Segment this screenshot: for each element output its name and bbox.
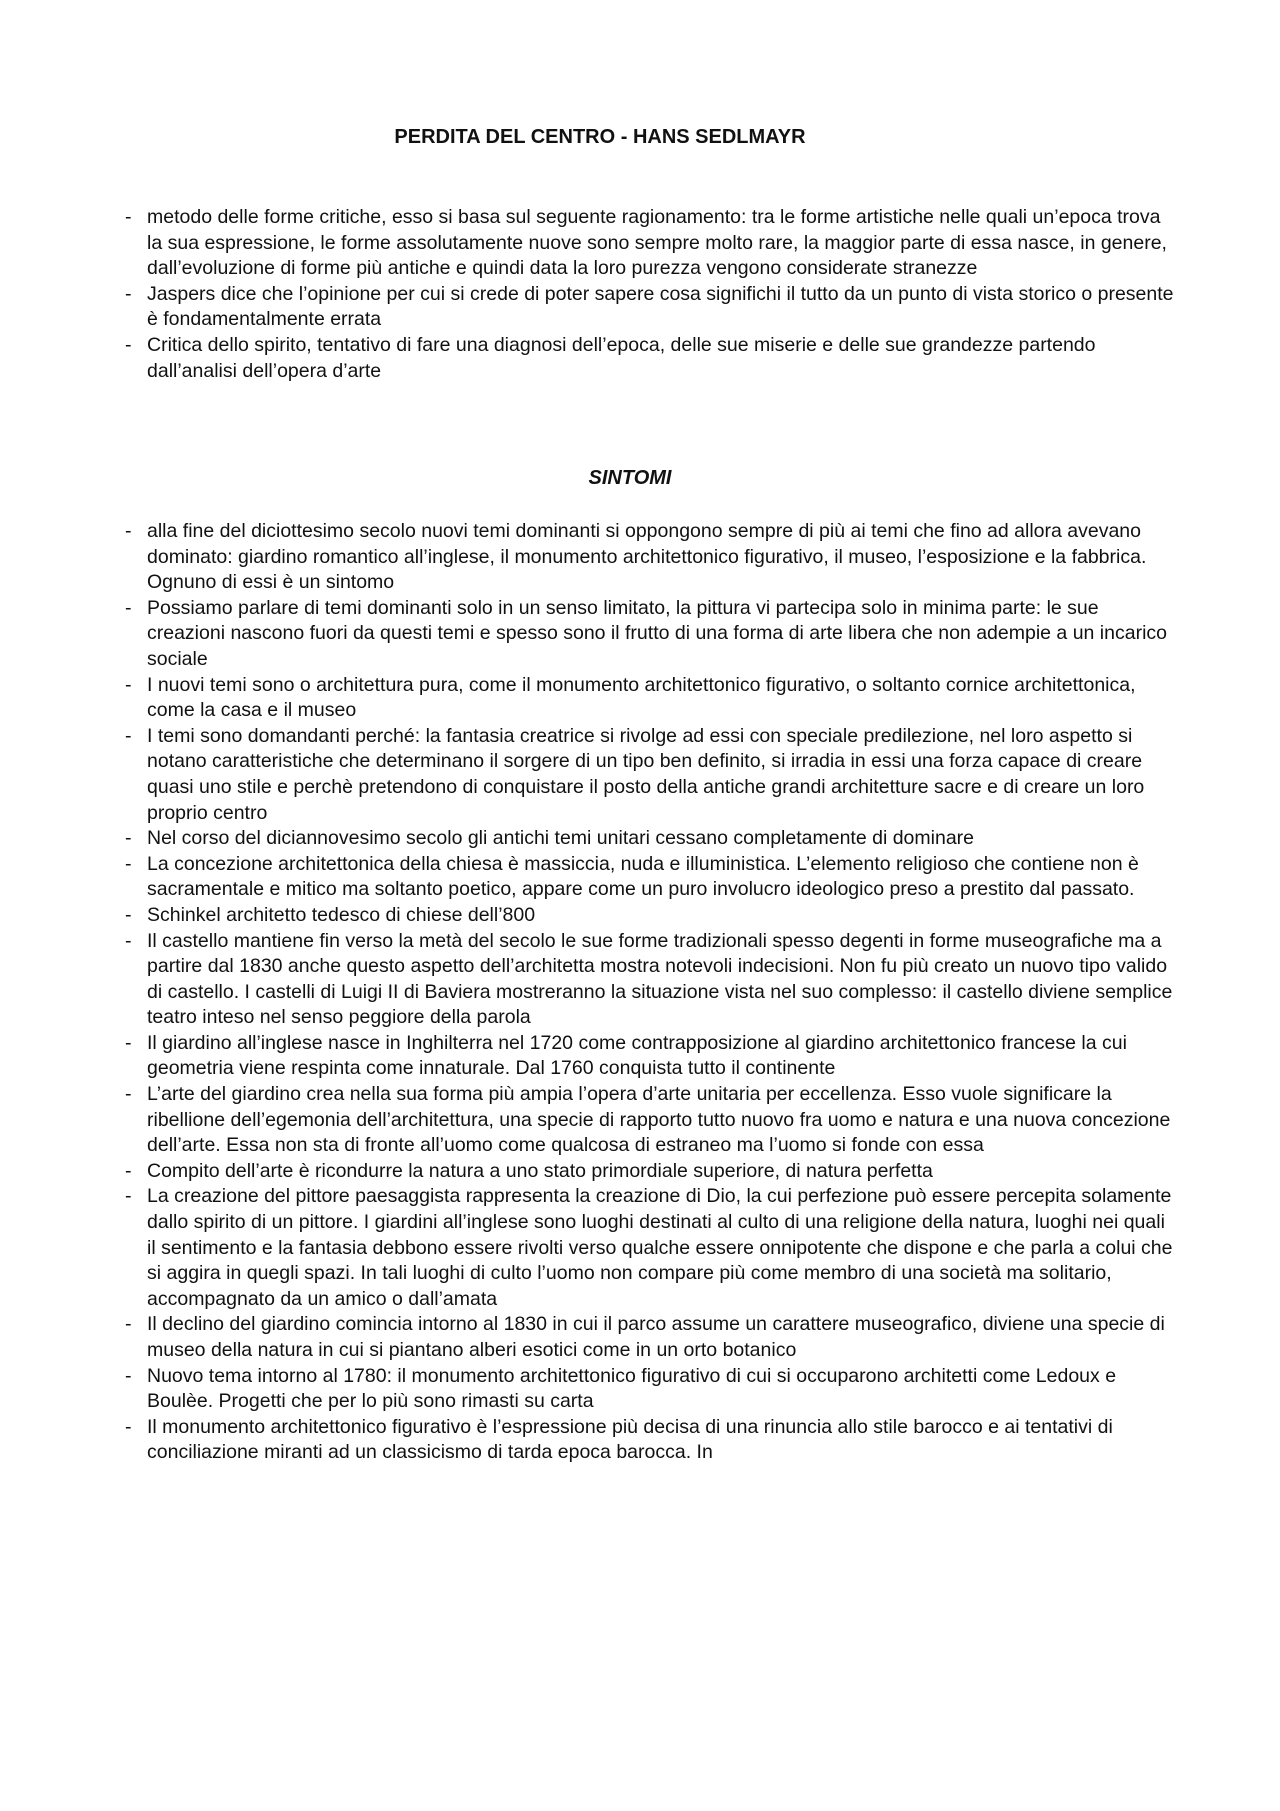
bullet-dash: - (125, 827, 132, 850)
list-item (125, 1159, 1175, 1185)
document-title: PERDITA DEL CENTRO - HANS SEDLMAYR (394, 126, 806, 148)
list-item-text: La creazione del pittore paesaggista rappresenta la creazione di Dio, la cui perfezione può essere percepita solamente dallo spirito di un pittore. I giardini all’inglese sono luoghi destinati al culto di una religione della natura, luoghi nei quali il sentimento e la fantasia debbono essere rivolti verso qualche essere onnipotente che dispone e che parla a colui che si aggira in quegli spazi. In tali luoghi di culto l’uomo non compare più come membro di una società ma solitario, accompagnato da un amico o dall’amata (147, 1185, 1173, 1310)
list-item-text: Nuovo tema intorno al 1780: il monumento architettonico figurativo di cui si occuparono architetti come Ledoux e Boulèe. Progetti che per lo più sono rimasti su carta (147, 1364, 1117, 1413)
list-item-text: Possiamo parlare di temi dominanti solo in un senso limitato, la pittura vi partecipa solo in minima parte: le sue creazioni nascono fuori da questi temi e spesso sono il frutto di una forma di arte libera che non adempie a un incarico sociale (147, 596, 1167, 670)
list-item (125, 1184, 1175, 1312)
list-item (125, 596, 1175, 673)
list-item (125, 929, 1175, 1031)
bullet-dash: - (125, 852, 132, 875)
bullet-dash: - (125, 520, 132, 542)
list-item-text: Il castello mantiene fin verso la metà del secolo le sue forme tradizionali spesso degenti in forme museografiche ma a partire dal 1830 anche questo aspetto dell’architetta mostra notevoli indecisioni. Non fu più creato un nuovo tipo valido di castello. I castelli di Luigi II di Baviera mostreranno la situazione vista nel suo complesso: il castello diviene semplice teatro inteso nel senso peggiore della parola (147, 929, 1173, 1029)
bullet-dash: - (125, 333, 132, 356)
bullet-dash: - (125, 282, 132, 305)
bullet-dash: - (125, 903, 132, 926)
list-item-text: L’arte del giardino crea nella sua forma più ampia l’opera d’arte unitaria per eccellenza. Esso vuole significare la ribellione dell’egemonia dell’architettura, una specie di rapporto tutto nuovo fra uomo e natura e una nuova concezione dell’arte. Essa non sta di fronte all’uomo come qualcosa di estraneo ma l’uomo si fonde con essa (147, 1083, 1171, 1157)
list-item-text: alla fine del diciottesimo secolo nuovi temi dominanti si oppongono sempre di più ai temi che fino ad allora avevano dominato: giardino romantico all’inglese, il monumento architettonico figurativo, il museo, l’esposizione e la fabbrica. Ognuno di essi è un sintomo (147, 520, 1147, 594)
list-item (125, 673, 1175, 724)
intro-list (125, 205, 1175, 384)
bullet-dash: - (125, 1313, 132, 1336)
list-item (125, 1031, 1175, 1082)
bullet-dash: - (125, 1364, 132, 1387)
list-item (125, 1082, 1175, 1159)
list-item-text: Il giardino all’inglese nasce in Inghilterra nel 1720 come contrapposizione al giardino architettonico francese la cui geometria viene respinta come innaturale. Dal 1760 conquista tutto il continente (147, 1031, 1127, 1080)
sintomi-list (125, 519, 1175, 1466)
list-item (125, 852, 1175, 903)
bullet-dash: - (125, 929, 132, 952)
list-item-text: Critica dello spirito, tentativo di fare una diagnosi dell’epoca, delle sue miserie e delle sue grandezze partendo dall’analisi dell’opera d’arte (147, 333, 1096, 382)
list-item-text: I temi sono domandanti perché: la fantasia creatrice si rivolge ad essi con speciale predilezione, nel loro aspetto si notano caratteristiche che determinano il sorgere di un tipo ben definito, si irradia in essi una forza capace di creare quasi uno stile e perchè pretendono di conquistare il posto della antiche grandi architetture sacre e di creare un loro proprio centro (147, 724, 1145, 824)
list-item-text: La concezione architettonica della chiesa è massiccia, nuda e illuministica. L’elemento religioso che contiene non è sacramentale e mitico ma soltanto poetico, appare come un puro involucro ideologico preso a prestito dal passato. (147, 852, 1139, 901)
bullet-dash: - (125, 1415, 132, 1438)
bullet-dash: - (125, 206, 132, 228)
bullet-dash: - (125, 1159, 132, 1182)
list-item-text: Schinkel architetto tedesco di chiese dell’800 (147, 903, 536, 926)
list-item (125, 1364, 1175, 1415)
list-item (125, 519, 1175, 596)
list-item-text: Compito dell’arte è ricondurre la natura a uno stato primordiale superiore, di natura perfetta (147, 1159, 933, 1182)
list-item-text: I nuovi temi sono o architettura pura, come il monumento architettonico figurativo, o soltanto cornice architettonica, come la casa e il museo (147, 673, 1136, 722)
bullet-dash: - (125, 724, 132, 747)
bullet-dash: - (125, 1185, 132, 1208)
bullet-dash: - (125, 1083, 132, 1106)
bullet-dash: - (125, 596, 132, 619)
list-item (125, 1312, 1175, 1363)
list-item-text: Il declino del giardino comincia intorno al 1830 in cui il parco assume un carattere museografico, diviene una specie di museo della natura in cui si piantano alberi esotici come in un orto botanico (147, 1313, 1165, 1361)
bullet-dash: - (125, 1031, 132, 1054)
list-item (125, 724, 1175, 826)
list-item (125, 903, 1175, 929)
list-item (125, 1415, 1175, 1466)
bullet-dash: - (125, 673, 132, 696)
list-item-text: Nel corso del diciannovesimo secolo gli antichi temi unitari cessano completamente di dominare (147, 827, 974, 850)
list-item (125, 205, 1175, 282)
list-item-text: Jaspers dice che l’opinione per cui si crede di poter sapere cosa significhi il tutto da un punto di vista storico o presente è fondamentalmente errata (147, 282, 1174, 331)
list-item-text: Il monumento architettonico figurativo è l’espressione più decisa di una rinuncia allo stile barocco e ai tentativi di conciliazione miranti ad un classicismo di tarda epoca barocca. In (147, 1415, 1113, 1464)
list-item (125, 333, 1175, 384)
list-item (125, 826, 1175, 852)
list-item-text: metodo delle forme critiche, esso si basa sul seguente ragionamento: tra le forme artistiche nelle quali un’epoca trova la sua espressione, le forme assolutamente nuove sono sempre molto rare, la maggior parte di essa nasce, in genere, dall’evoluzione di forme più antiche e quindi data la loro purezza vengono considerate stranezze (147, 206, 1167, 280)
section-title-sintomi: SINTOMI (588, 467, 672, 489)
list-item (125, 282, 1175, 333)
